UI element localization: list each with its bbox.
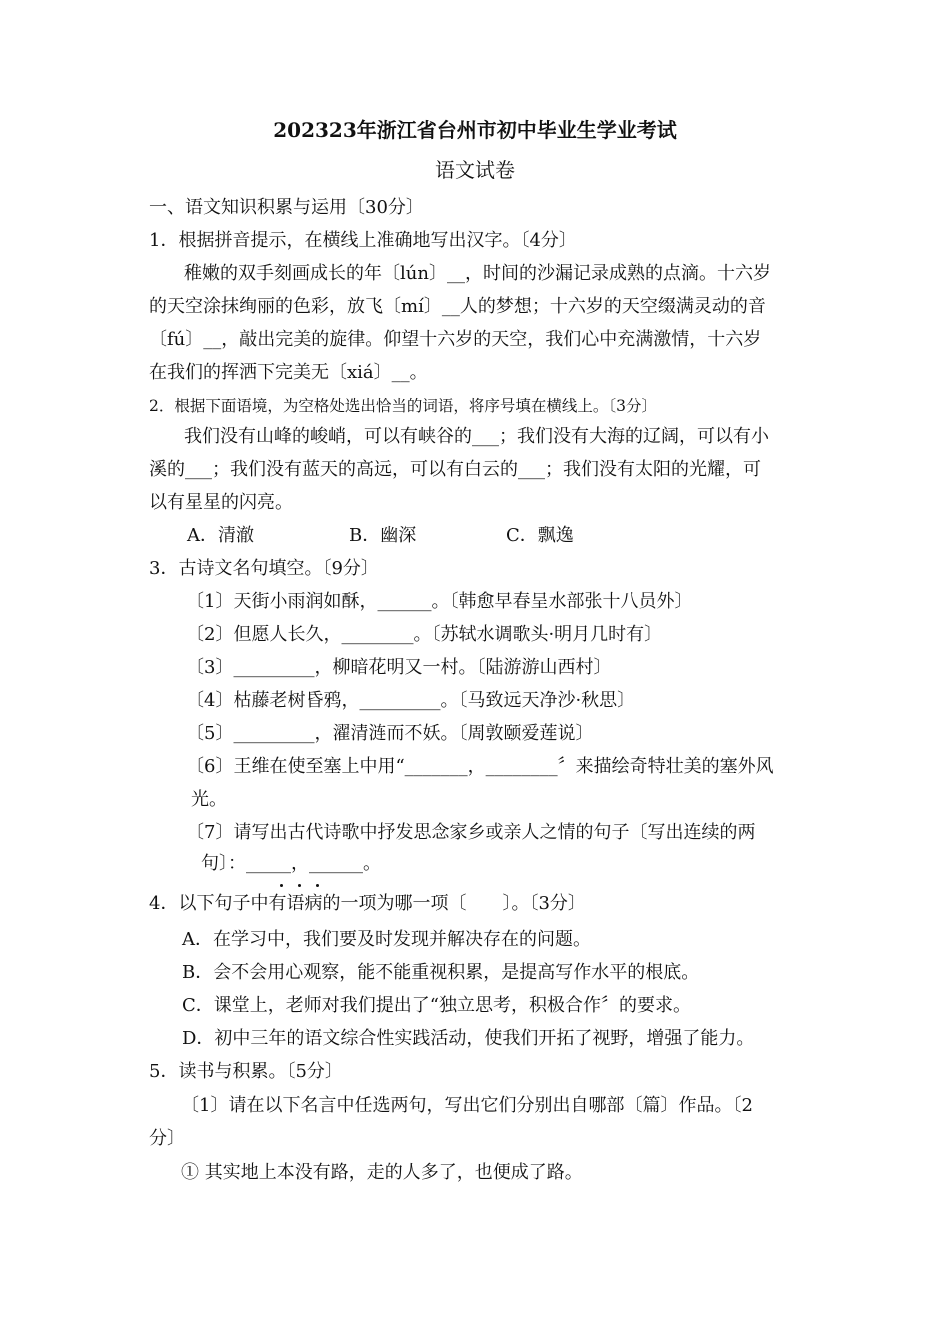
question-1-line: 〔fú〕__，敲出完美的旋律。仰望十六岁的天空，我们心中充满激情，十六岁 bbox=[149, 329, 762, 350]
question-3-item: 〔7〕请写出古代诗歌中抒发思念家乡或亲人之情的句子〔写出连续的两 bbox=[186, 822, 756, 843]
question-4-option: C．课堂上，老师对我们提出了“独立思考，积极合作〞的要求。 bbox=[182, 995, 691, 1016]
question-3-item: 〔4〕枯藤老树昏鸦，_________。〔马致远天净沙·秋思〕 bbox=[186, 690, 636, 711]
emphasis-dot bbox=[298, 884, 301, 887]
question-4-stem: 4．以下句子中有语病的一项为哪一项〔 〕。〔3分〕 bbox=[149, 893, 586, 914]
question-3-item: 〔3〕_________，柳暗花明又一村。〔陆游游山西村〕 bbox=[186, 657, 612, 678]
question-5-stem: 5．读书与积累。〔5分〕 bbox=[149, 1061, 343, 1082]
question-3-item: 句〕：_____，______。 bbox=[201, 853, 381, 874]
question-3-item: 〔5〕_________，濯清涟而不妖。〔周敦颐爱莲说〕 bbox=[186, 723, 594, 744]
question-1-line: 稚嫩的双手刻画成长的年〔lún〕__，时间的沙漏记录成熟的点滴。十六岁 bbox=[184, 263, 771, 284]
question-3-item: 〔2〕但愿人长久，________。〔苏轼水调歌头·明月几时有〕 bbox=[186, 624, 663, 645]
question-3-item: 〔1〕天街小雨润如酥，______。〔韩愈早春呈水部张十八员外〕 bbox=[186, 591, 693, 612]
question-1-line: 在我们的挥洒下完美无〔xiá〕__。 bbox=[149, 362, 428, 383]
exam-title: 202323年浙江省台州市初中毕业生学业考试 bbox=[273, 118, 677, 142]
question-2-line: 以有星星的闪亮。 bbox=[149, 492, 293, 513]
question-5-sub1: 分〕 bbox=[149, 1128, 185, 1149]
question-3-stem: 3．古诗文名句填空。〔9分〕 bbox=[149, 558, 379, 579]
emphasis-dot bbox=[280, 884, 283, 887]
question-2-line: 我们没有山峰的峻峭，可以有峡谷的___；我们没有大海的辽阔，可以有小 bbox=[184, 426, 769, 447]
emphasis-dot bbox=[316, 884, 319, 887]
question-3-item: 〔6〕王维在使至塞上中用“_______，________〞来描绘奇特壮美的塞外风 bbox=[186, 756, 774, 777]
question-4-option: B．会不会用心观察，能不能重视积累，是提高写作水平的根底。 bbox=[182, 962, 700, 983]
question-1-stem: 1．根据拼音提示，在横线上准确地写出汉字。〔4分〕 bbox=[149, 230, 577, 251]
option-a: A．清澈 bbox=[187, 525, 254, 546]
question-1-line: 的天空涂抹绚丽的色彩，放飞〔mí〕__人的梦想；十六岁的天空缀满灵动的音 bbox=[149, 296, 766, 317]
option-b: B．幽深 bbox=[349, 525, 417, 546]
question-3-item: 光。 bbox=[191, 789, 227, 810]
exam-subtitle: 语文试卷 bbox=[435, 158, 515, 182]
question-4-option: A．在学习中，我们要及时发现并解决存在的问题。 bbox=[182, 929, 591, 950]
question-4-option: D．初中三年的语文综合性实践活动，使我们开拓了视野，增强了能力。 bbox=[182, 1028, 755, 1049]
section-heading: 一、语文知识积累与运用〔30分〕 bbox=[149, 197, 424, 218]
question-2-stem: 2．根据下面语境，为空格处选出恰当的词语，将序号填在横线上。〔3分〕 bbox=[149, 397, 657, 415]
question-5-quote: ① 其实地上本没有路，走的人多了，也便成了路。 bbox=[181, 1162, 583, 1183]
question-5-sub1: 〔1〕请在以下名言中任选两句，写出它们分别出自哪部〔篇〕作品。〔2 bbox=[181, 1095, 753, 1116]
question-2-line: 溪的___；我们没有蓝天的高远，可以有白云的___；我们没有太阳的光耀，可 bbox=[149, 459, 761, 480]
option-c: C．飘逸 bbox=[506, 525, 574, 546]
